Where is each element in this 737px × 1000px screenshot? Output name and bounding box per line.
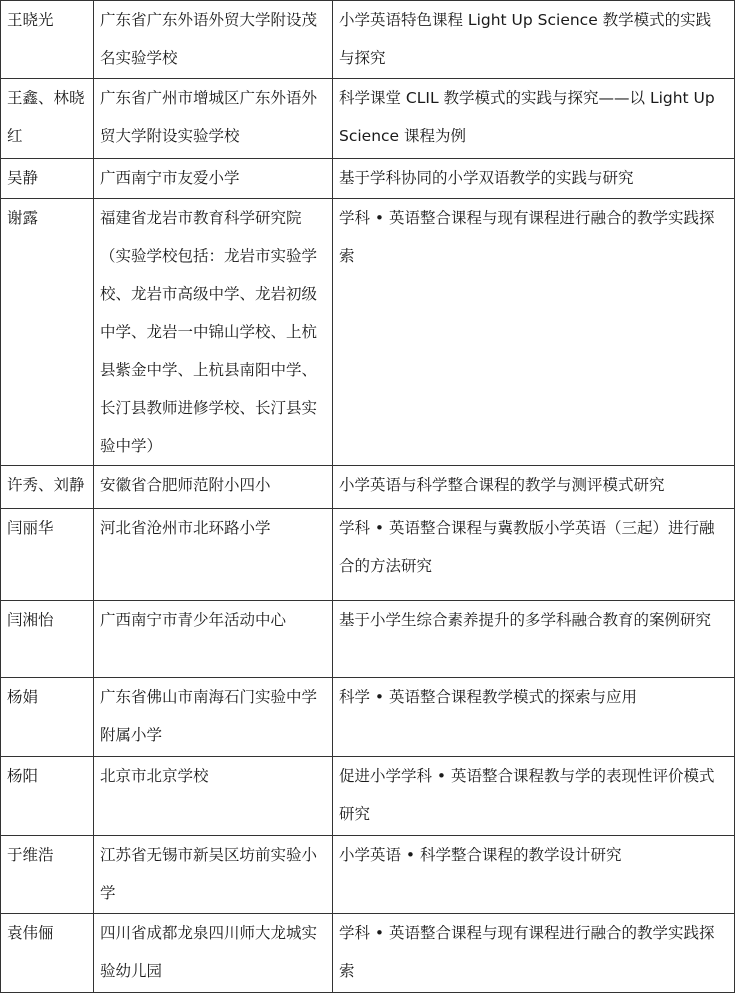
table-row bbox=[1, 836, 735, 914]
researcher-name: 谢露 bbox=[1, 199, 94, 466]
research-topic: 科学 • 英语整合课程教学模式的探索与应用 bbox=[333, 678, 735, 757]
researcher-name: 于维浩 bbox=[1, 836, 94, 914]
institution: 广西南宁市友爱小学 bbox=[94, 159, 333, 199]
table-row bbox=[1, 914, 735, 993]
research-topic: 科学课堂 CLIL 教学模式的实践与探究——以 Light Up Science 课程为例 bbox=[333, 79, 735, 159]
research-topic: 学科 • 英语整合课程与冀教版小学英语（三起）进行融合的方法研究 bbox=[333, 509, 735, 601]
research-topic: 小学英语 • 科学整合课程的教学设计研究 bbox=[333, 836, 735, 914]
researcher-name: 王鑫、林晓红 bbox=[1, 79, 94, 159]
institution: 四川省成都龙泉四川师大龙城实验幼儿园 bbox=[94, 914, 333, 993]
table-row bbox=[1, 757, 735, 836]
table-row bbox=[1, 79, 735, 159]
institution: 福建省龙岩市教育科学研究院（实验学校包括：龙岩市实验学校、龙岩市高级中学、龙岩初级中学、龙岩一中锦山学校、上杭县紫金中学、上杭县南阳中学、长汀县教师进修学校、长汀县实验中学） bbox=[94, 199, 333, 466]
research-topic: 基于学科协同的小学双语教学的实践与研究 bbox=[333, 159, 735, 199]
table-row bbox=[1, 466, 735, 509]
researcher-name: 王晓光 bbox=[1, 1, 94, 79]
institution: 广西南宁市青少年活动中心 bbox=[94, 601, 333, 678]
institution: 广东省佛山市南海石门实验中学附属小学 bbox=[94, 678, 333, 757]
institution: 河北省沧州市北环路小学 bbox=[94, 509, 333, 601]
table-row bbox=[1, 199, 735, 466]
table-row bbox=[1, 1, 735, 79]
institution: 江苏省无锡市新吴区坊前实验小学 bbox=[94, 836, 333, 914]
researcher-name: 杨阳 bbox=[1, 757, 94, 836]
research-topic: 学科 • 英语整合课程与现有课程进行融合的教学实践探索 bbox=[333, 914, 735, 993]
research-topic: 小学英语特色课程 Light Up Science 教学模式的实践与探究 bbox=[333, 1, 735, 79]
table-row bbox=[1, 601, 735, 678]
researcher-name: 闫湘怡 bbox=[1, 601, 94, 678]
research-topic: 促进小学学科 • 英语整合课程教与学的表现性评价模式研究 bbox=[333, 757, 735, 836]
research-topic: 基于小学生综合素养提升的多学科融合教育的案例研究 bbox=[333, 601, 735, 678]
researcher-name: 杨娟 bbox=[1, 678, 94, 757]
researcher-name: 袁伟俪 bbox=[1, 914, 94, 993]
table-row bbox=[1, 159, 735, 199]
research-topic: 小学英语与科学整合课程的教学与测评模式研究 bbox=[333, 466, 735, 509]
institution: 广东省广州市增城区广东外语外贸大学附设实验学校 bbox=[94, 79, 333, 159]
institution: 安徽省合肥师范附小四小 bbox=[94, 466, 333, 509]
researcher-name: 吴静 bbox=[1, 159, 94, 199]
researcher-name: 闫丽华 bbox=[1, 509, 94, 601]
table-row bbox=[1, 509, 735, 601]
institution: 广东省广东外语外贸大学附设茂名实验学校 bbox=[94, 1, 333, 79]
researcher-name: 许秀、刘静 bbox=[1, 466, 94, 509]
research-topic: 学科 • 英语整合课程与现有课程进行融合的教学实践探索 bbox=[333, 199, 735, 466]
institution: 北京市北京学校 bbox=[94, 757, 333, 836]
table-row bbox=[1, 678, 735, 757]
